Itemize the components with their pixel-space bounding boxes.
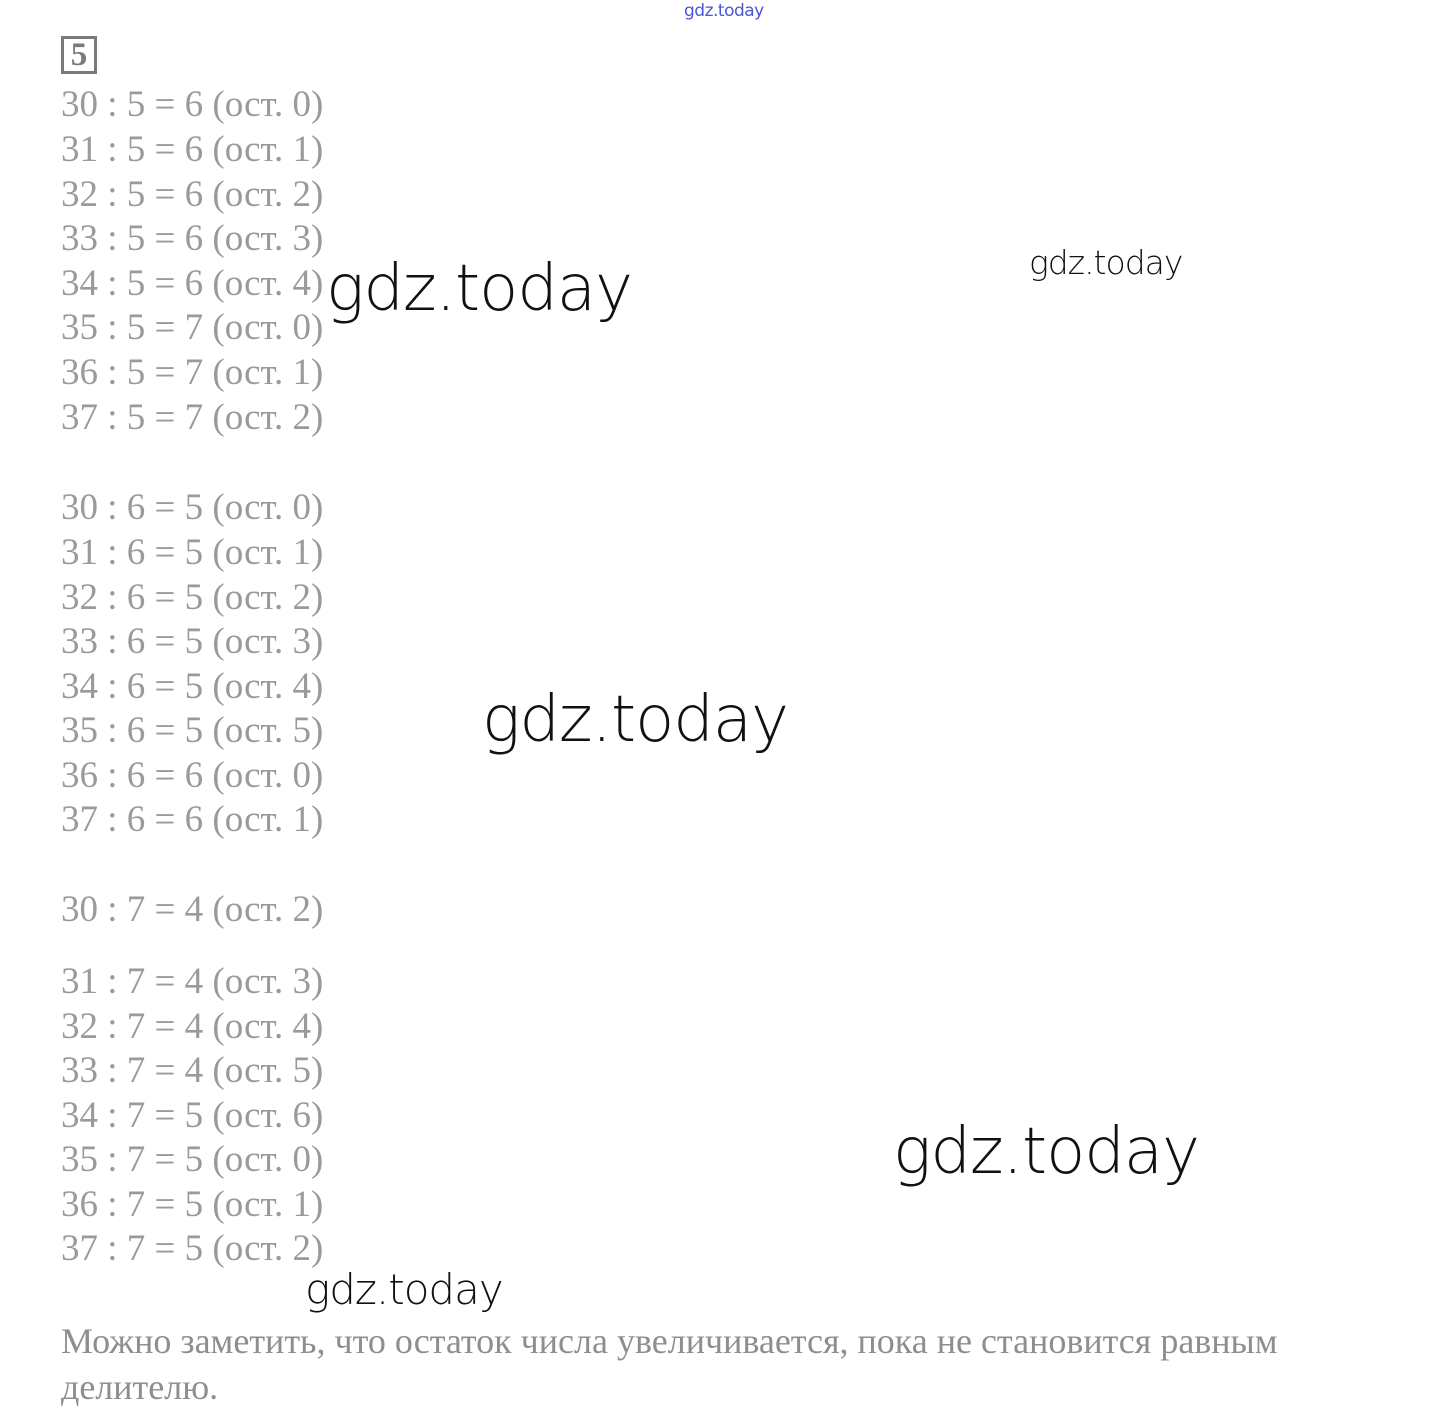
equation-line: 30 : 5 = 6 (ост. 0) <box>61 84 324 125</box>
equation-line: 31 : 6 = 5 (ост. 1) <box>61 532 324 573</box>
watermark: gdz.today <box>326 252 632 326</box>
equation-line: 37 : 6 = 6 (ост. 1) <box>61 799 324 840</box>
equation-line: 36 : 7 = 5 (ост. 1) <box>61 1184 324 1225</box>
watermark: gdz.today <box>482 683 788 757</box>
equation-line: 33 : 6 = 5 (ост. 3) <box>61 621 324 662</box>
watermark: gdz.today <box>305 1265 503 1314</box>
equation-line: 34 : 5 = 6 (ост. 4) <box>61 263 324 304</box>
equation-line: 34 : 6 = 5 (ост. 4) <box>61 666 324 707</box>
equation-line: 35 : 6 = 5 (ост. 5) <box>61 710 324 751</box>
equation-line: 35 : 5 = 7 (ост. 0) <box>61 307 324 348</box>
equation-line: 36 : 5 = 7 (ост. 1) <box>61 352 324 393</box>
equation-line: 35 : 7 = 5 (ост. 0) <box>61 1139 324 1180</box>
equation-line: 32 : 5 = 6 (ост. 2) <box>61 174 324 215</box>
equation-line: 33 : 7 = 4 (ост. 5) <box>61 1050 324 1091</box>
task-number-badge: 5 <box>61 36 97 74</box>
equation-line: 32 : 6 = 5 (ост. 2) <box>61 577 324 618</box>
site-header-link[interactable]: gdz.today <box>684 1 764 21</box>
equation-line: 36 : 6 = 6 (ост. 0) <box>61 755 324 796</box>
conclusion-text: Можно заметить, что остаток числа увеличивается, пока не становится равным делителю. <box>61 1321 1278 1407</box>
equation-line: 31 : 5 = 6 (ост. 1) <box>61 129 324 170</box>
equation-line: 31 : 7 = 4 (ост. 3) <box>61 961 324 1002</box>
equation-line: 30 : 7 = 4 (ост. 2) <box>61 889 324 930</box>
equation-line: 30 : 6 = 5 (ост. 0) <box>61 487 324 528</box>
equation-line: 34 : 7 = 5 (ост. 6) <box>61 1095 324 1136</box>
equation-line: 33 : 5 = 6 (ост. 3) <box>61 218 324 259</box>
equation-line: 37 : 5 = 7 (ост. 2) <box>61 397 324 438</box>
watermark: gdz.today <box>1029 243 1183 282</box>
watermark: gdz.today <box>893 1115 1199 1189</box>
equation-line: 32 : 7 = 4 (ост. 4) <box>61 1006 324 1047</box>
equation-line: 37 : 7 = 5 (ост. 2) <box>61 1228 324 1269</box>
